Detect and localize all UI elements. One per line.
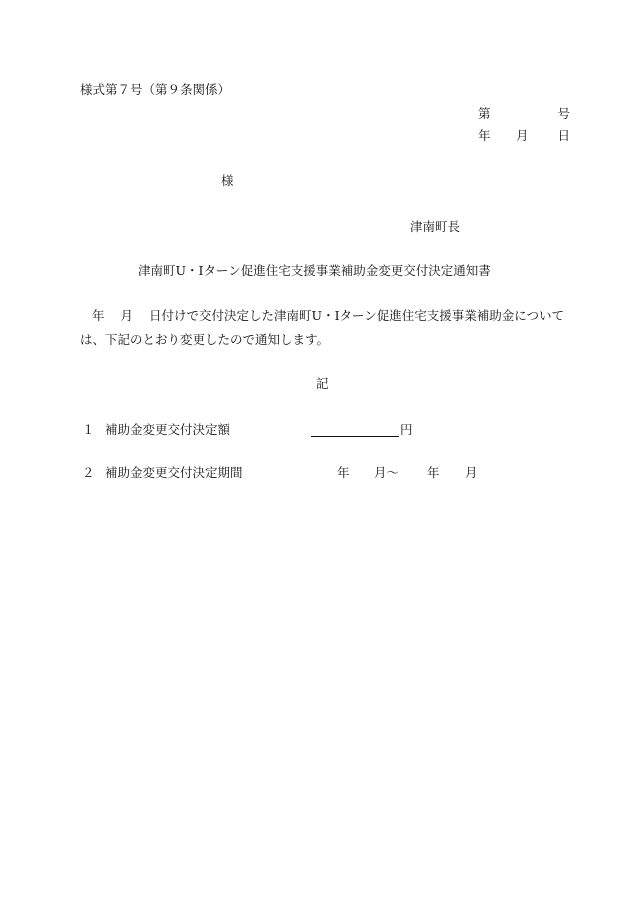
body-text: 日付けで交付決定した津南町U・Iターン促進住宅支援事業補助金については、下記のとおり変更したので通知します。 [80, 308, 565, 347]
item-2-number: ２ [82, 465, 95, 480]
date-month: 月 [516, 128, 529, 143]
addressee: 様 [221, 173, 234, 188]
date-year: 年 [478, 128, 491, 143]
item-1-label: 補助金変更交付決定額 [105, 422, 231, 437]
date-day: 日 [557, 128, 570, 143]
body-paragraph [80, 304, 580, 352]
document-title: 津南町U・Iターン促進住宅支援事業補助金変更交付決定通知書 [138, 263, 491, 278]
number-suffix: 号 [557, 106, 570, 121]
issuer-name: 津南町長 [410, 219, 461, 234]
decision-period [337, 465, 482, 481]
body-month: 月 [120, 308, 134, 323]
period-start-year: 年 [337, 465, 350, 480]
item-1-number: １ [82, 422, 95, 437]
date-line [478, 128, 570, 144]
number-prefix: 第 [478, 106, 491, 121]
body-year: 年 [92, 308, 105, 323]
item-2-label: 補助金変更交付決定期間 [105, 465, 243, 480]
period-end-year: 年 [427, 465, 440, 480]
form-label: 様式第７号（第９条関係） [80, 82, 231, 97]
amount-blank-line [311, 422, 399, 437]
ki-heading: 記 [316, 376, 329, 391]
period-end-month: 月 [465, 465, 478, 480]
document-number-line [478, 106, 570, 122]
period-start-month: 月～ [374, 465, 400, 480]
amount-unit: 円 [400, 422, 413, 437]
